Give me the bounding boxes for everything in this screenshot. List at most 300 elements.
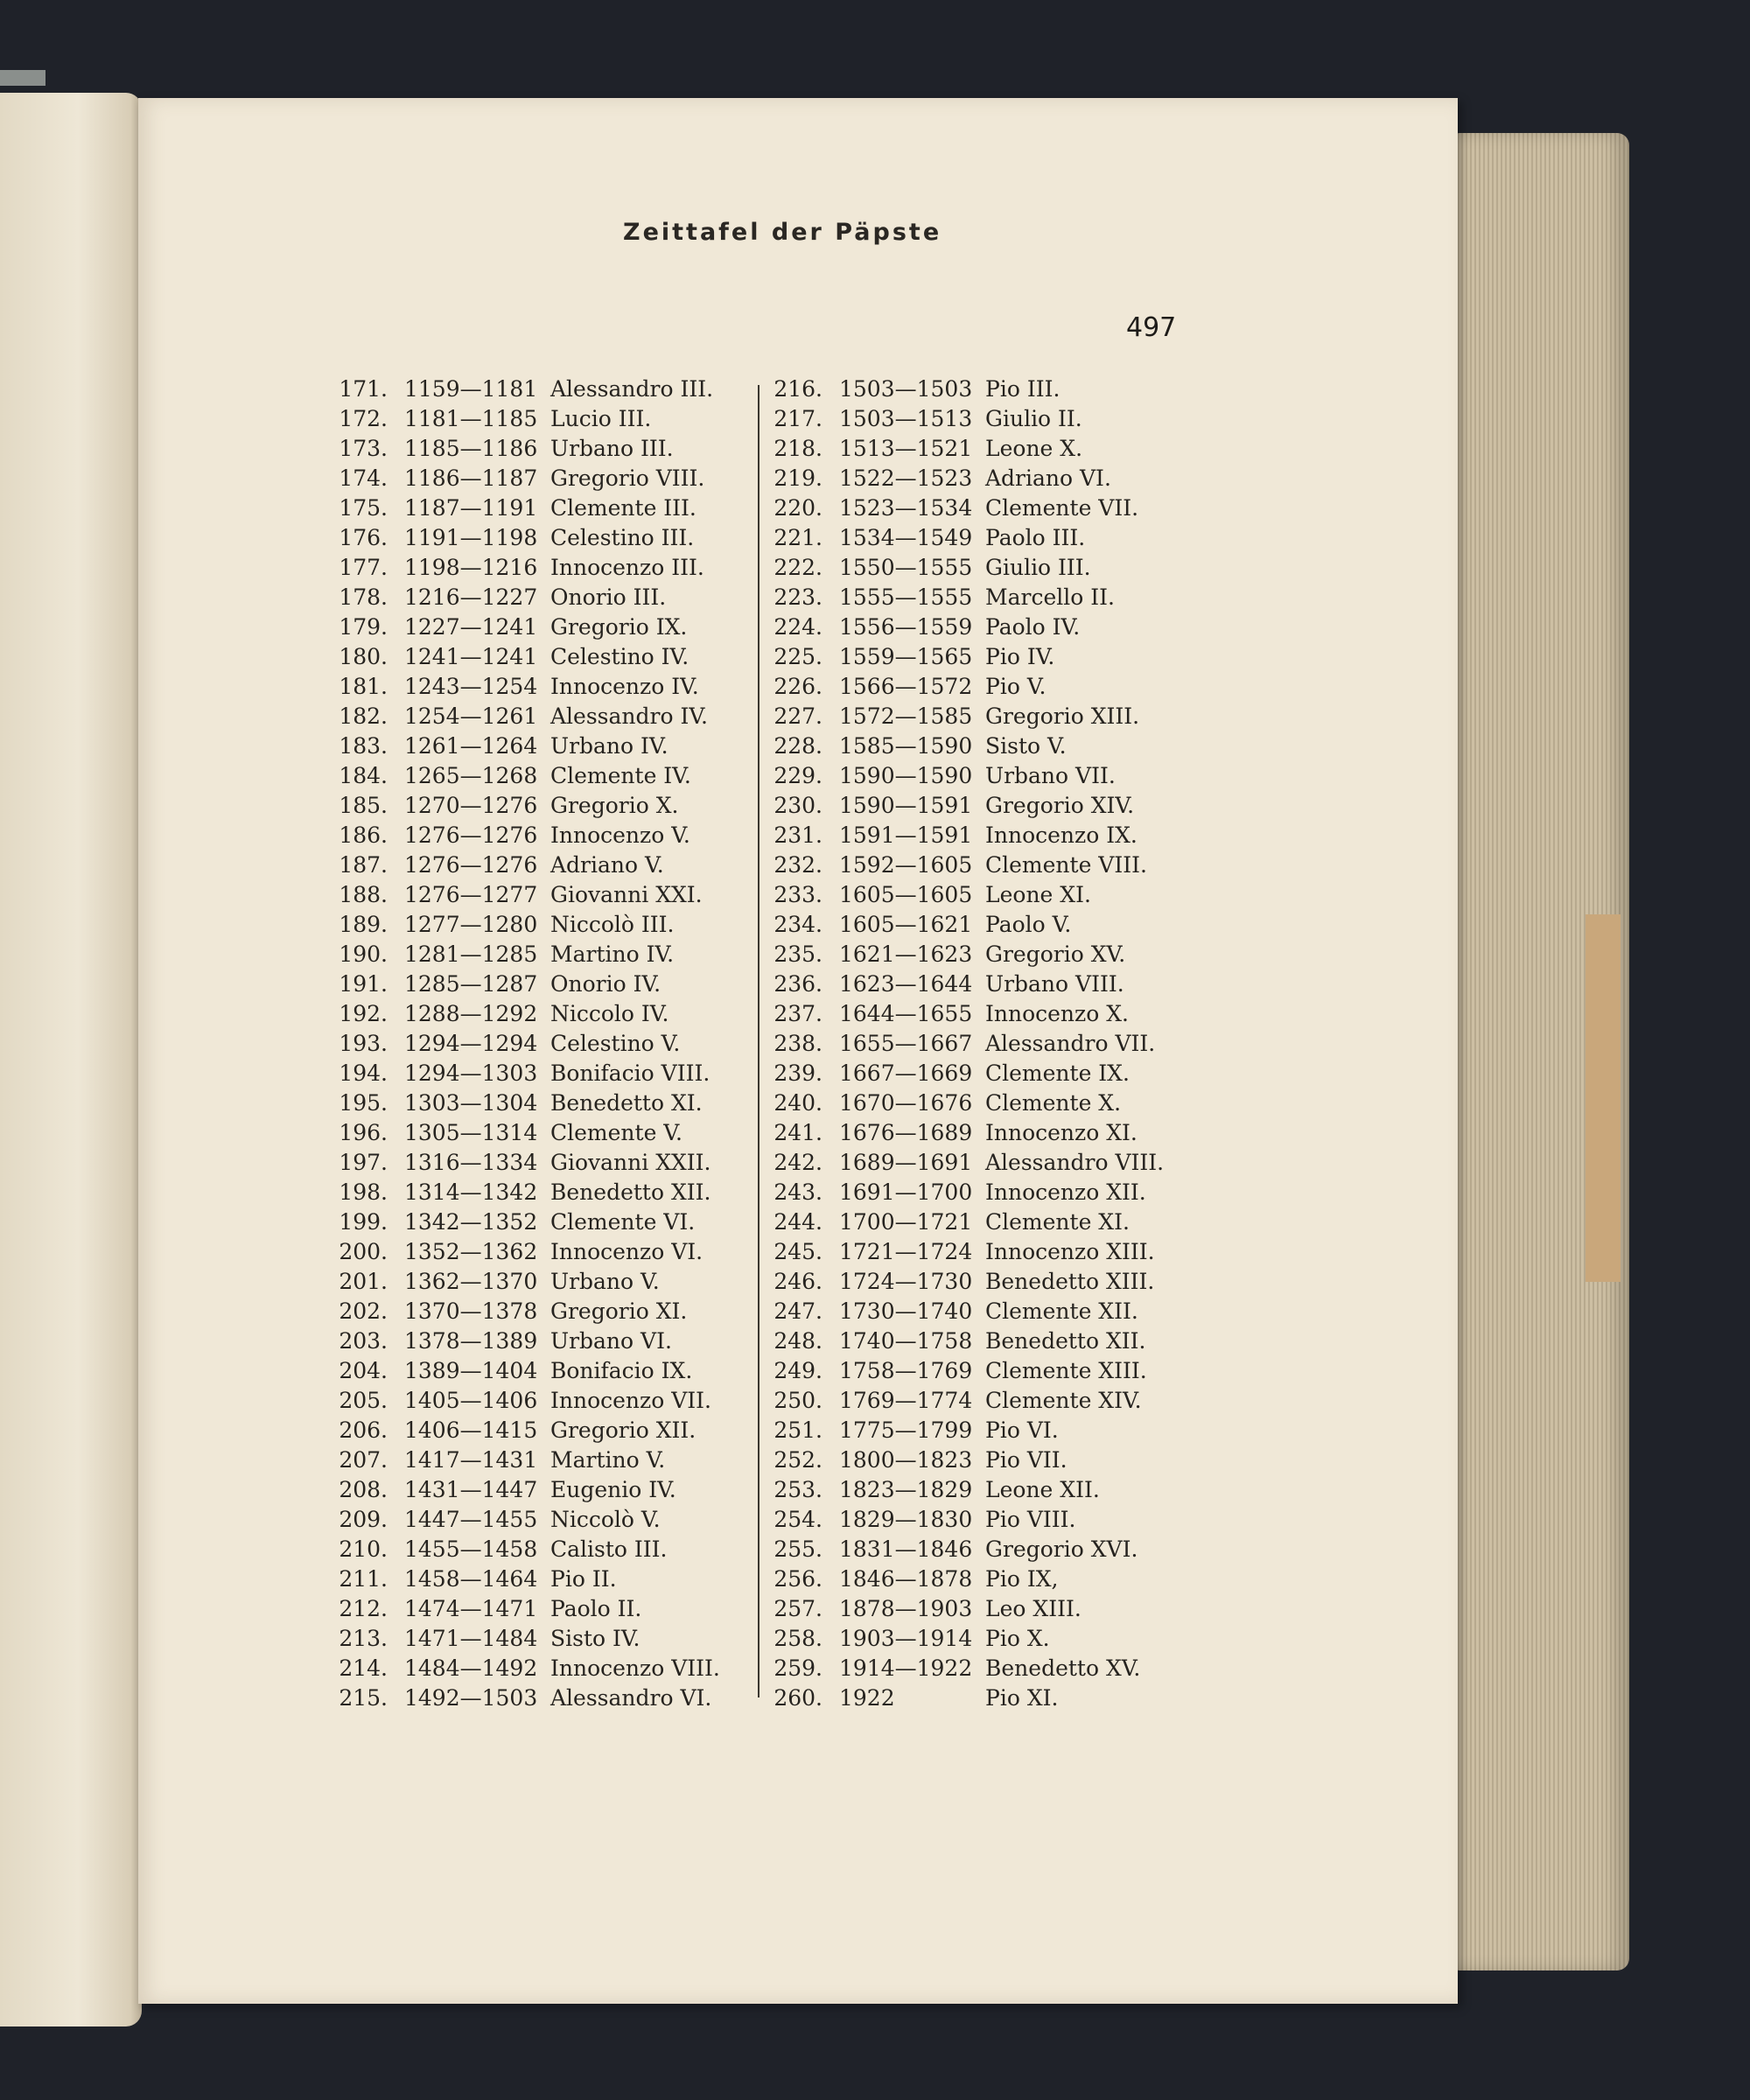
pope-years: 1294—1294 xyxy=(404,1031,538,1056)
pope-row xyxy=(772,523,1166,553)
pope-years: 1281—1285 xyxy=(404,942,538,967)
pope-name: Clemente V. xyxy=(550,1120,682,1145)
pope-number: 234. xyxy=(774,912,822,937)
pope-name: Adriano V. xyxy=(550,852,664,878)
pope-number: 174. xyxy=(339,466,388,491)
pope-number: 221. xyxy=(774,525,822,550)
pope-name: Niccolò III. xyxy=(550,912,675,937)
pope-row xyxy=(337,1088,731,1118)
pope-number: 198. xyxy=(339,1180,388,1205)
pope-years: 1878—1903 xyxy=(839,1596,973,1621)
pope-years: 1758—1769 xyxy=(839,1358,973,1383)
pope-number: 233. xyxy=(774,882,822,907)
pope-years: 1623—1644 xyxy=(839,971,973,997)
pope-years: 1555—1555 xyxy=(839,584,973,610)
pope-name: Innocenzo VIII. xyxy=(550,1656,720,1681)
pope-row xyxy=(772,1178,1166,1208)
pope-name: Pio III. xyxy=(985,376,1060,402)
pope-number: 204. xyxy=(339,1358,388,1383)
pope-name: Innocenzo V. xyxy=(550,822,690,848)
pope-years: 1670—1676 xyxy=(839,1090,973,1116)
pope-row xyxy=(337,732,731,761)
pope-row xyxy=(337,1386,731,1416)
pope-name: Urbano VIII. xyxy=(985,971,1124,997)
pope-name: Gregorio XV. xyxy=(985,942,1126,967)
pope-name: Clemente IX. xyxy=(985,1060,1130,1086)
pope-row xyxy=(337,1326,731,1356)
pope-row xyxy=(772,1029,1166,1059)
pope-years: 1185—1186 xyxy=(404,436,538,461)
pope-row xyxy=(337,523,731,553)
pope-name: Clemente III. xyxy=(550,495,696,521)
pope-row xyxy=(772,404,1166,434)
pope-years: 1241—1241 xyxy=(404,644,538,669)
pope-row xyxy=(772,1475,1166,1505)
pope-number: 211. xyxy=(339,1566,388,1592)
pope-number: 242. xyxy=(774,1150,822,1175)
pope-name: Urbano III. xyxy=(550,436,674,461)
pope-years: 1590—1590 xyxy=(839,763,973,788)
pope-name: Benedetto XI. xyxy=(550,1090,703,1116)
pope-row xyxy=(337,1416,731,1446)
pope-years: 1265—1268 xyxy=(404,763,538,788)
pope-name: Adriano VI. xyxy=(985,466,1111,491)
pope-number: 187. xyxy=(339,852,388,878)
pope-number: 218. xyxy=(774,436,822,461)
pope-name: Clemente VII. xyxy=(985,495,1139,521)
pope-number: 175. xyxy=(339,495,388,521)
pope-row xyxy=(337,1624,731,1654)
pope-row xyxy=(337,999,731,1029)
pope-years: 1556—1559 xyxy=(839,614,973,640)
pope-years: 1447—1455 xyxy=(404,1507,538,1532)
pope-years: 1277—1280 xyxy=(404,912,538,937)
pope-years: 1689—1691 xyxy=(839,1150,973,1175)
pope-row xyxy=(772,464,1166,494)
pope-years: 1700—1721 xyxy=(839,1209,973,1235)
pope-name: Giovanni XXII. xyxy=(550,1150,711,1175)
pope-years: 1513—1521 xyxy=(839,436,973,461)
pope-name: Giovanni XXI. xyxy=(550,882,703,907)
pope-years: 1800—1823 xyxy=(839,1447,973,1473)
pope-number: 193. xyxy=(339,1031,388,1056)
pope-years: 1591—1591 xyxy=(839,822,973,848)
pope-row xyxy=(772,910,1166,940)
pope-years: 1362—1370 xyxy=(404,1269,538,1294)
pope-number: 241. xyxy=(774,1120,822,1145)
pope-number: 237. xyxy=(774,1001,822,1026)
pope-name: Leone X. xyxy=(985,436,1083,461)
pope-number: 190. xyxy=(339,942,388,967)
pope-number: 208. xyxy=(339,1477,388,1502)
pope-number: 227. xyxy=(774,704,822,729)
pope-name: Clemente VI. xyxy=(550,1209,696,1235)
pope-row xyxy=(337,494,731,523)
pope-name: Leone XII. xyxy=(985,1477,1100,1502)
pope-name: Clemente X. xyxy=(985,1090,1122,1116)
pope-number: 214. xyxy=(339,1656,388,1681)
pope-number: 235. xyxy=(774,942,822,967)
pope-years: 1455—1458 xyxy=(404,1536,538,1562)
pope-row xyxy=(772,1118,1166,1148)
pope-row xyxy=(337,1475,731,1505)
pope-years: 1227—1241 xyxy=(404,614,538,640)
pope-number: 186. xyxy=(339,822,388,848)
pope-name: Pio IX, xyxy=(985,1566,1059,1592)
pope-years: 1550—1555 xyxy=(839,555,973,580)
pope-name: Alessandro VI. xyxy=(550,1685,712,1711)
pope-name: Clemente XII. xyxy=(985,1298,1138,1324)
pope-row xyxy=(772,1594,1166,1624)
pope-years: 1181—1185 xyxy=(404,406,538,431)
pope-years: 1590—1591 xyxy=(839,793,973,818)
pope-name: Onorio III. xyxy=(550,584,667,610)
pope-years: 1667—1669 xyxy=(839,1060,973,1086)
pope-row xyxy=(772,583,1166,612)
pope-number: 228. xyxy=(774,733,822,759)
pope-number: 178. xyxy=(339,584,388,610)
pope-years: 1484—1492 xyxy=(404,1656,538,1681)
pope-years: 1303—1304 xyxy=(404,1090,538,1116)
pope-number: 249. xyxy=(774,1358,822,1383)
pope-number: 184. xyxy=(339,763,388,788)
pope-number: 176. xyxy=(339,525,388,550)
pope-years: 1846—1878 xyxy=(839,1566,973,1592)
pope-number: 244. xyxy=(774,1209,822,1235)
pope-number: 243. xyxy=(774,1180,822,1205)
pope-row xyxy=(772,374,1166,404)
pope-years: 1288—1292 xyxy=(404,1001,538,1026)
pope-number: 223. xyxy=(774,584,822,610)
pope-years: 1559—1565 xyxy=(839,644,973,669)
pope-row xyxy=(772,999,1166,1029)
pope-years: 1216—1227 xyxy=(404,584,538,610)
pope-years: 1417—1431 xyxy=(404,1447,538,1473)
pope-years: 1522—1523 xyxy=(839,466,973,491)
pope-years: 1191—1198 xyxy=(404,525,538,550)
pope-years: 1276—1277 xyxy=(404,882,538,907)
pope-row xyxy=(772,1684,1166,1713)
pope-row xyxy=(337,940,731,970)
pope-name: Paolo II. xyxy=(550,1596,642,1621)
spine-strip xyxy=(0,70,46,86)
pope-number: 217. xyxy=(774,406,822,431)
pope-row xyxy=(337,1564,731,1594)
pope-row xyxy=(772,1386,1166,1416)
pope-name: Alessandro VII. xyxy=(985,1031,1156,1056)
pope-years: 1305—1314 xyxy=(404,1120,538,1145)
pope-name: Pio VII. xyxy=(985,1447,1068,1473)
pope-number: 202. xyxy=(339,1298,388,1324)
pope-name: Gregorio XVI. xyxy=(985,1536,1138,1562)
pope-number: 240. xyxy=(774,1090,822,1116)
pope-number: 171. xyxy=(339,376,388,402)
pope-number: 177. xyxy=(339,555,388,580)
pope-years: 1566—1572 xyxy=(839,674,973,699)
pope-row xyxy=(772,434,1166,464)
pope-row xyxy=(337,1594,731,1624)
pope-row xyxy=(772,1059,1166,1088)
pope-name: Clemente XIV. xyxy=(985,1388,1142,1413)
pope-row xyxy=(772,940,1166,970)
pope-years: 1691—1700 xyxy=(839,1180,973,1205)
pope-row xyxy=(772,821,1166,850)
pope-years: 1605—1605 xyxy=(839,882,973,907)
pope-name: Gregorio XI. xyxy=(550,1298,688,1324)
pope-name: Martino IV. xyxy=(550,942,675,967)
pope-years: 1903—1914 xyxy=(839,1626,973,1651)
pope-row xyxy=(337,1446,731,1475)
pope-number: 191. xyxy=(339,971,388,997)
pope-name: Urbano VI. xyxy=(550,1328,672,1354)
pope-years: 1276—1276 xyxy=(404,822,538,848)
pope-row xyxy=(337,1237,731,1267)
pope-years: 1829—1830 xyxy=(839,1507,973,1532)
pope-row xyxy=(772,553,1166,583)
pope-name: Pio V. xyxy=(985,674,1046,699)
pope-years: 1314—1342 xyxy=(404,1180,538,1205)
pope-name: Gregorio X. xyxy=(550,793,679,818)
pope-name: Onorio IV. xyxy=(550,971,662,997)
pope-years: 1592—1605 xyxy=(839,852,973,878)
pope-row xyxy=(772,1505,1166,1535)
pope-name: Gregorio XIII. xyxy=(985,704,1140,729)
pope-number: 194. xyxy=(339,1060,388,1086)
pope-number: 215. xyxy=(339,1685,388,1711)
pope-years: 1775—1799 xyxy=(839,1418,973,1443)
pope-row xyxy=(772,761,1166,791)
pope-row xyxy=(772,732,1166,761)
pope-name: Innocenzo XII. xyxy=(985,1180,1146,1205)
pope-row xyxy=(337,1535,731,1564)
pope-name: Niccolò V. xyxy=(550,1507,661,1532)
pope-name: Eugenio IV. xyxy=(550,1477,676,1502)
pope-years: 1270—1276 xyxy=(404,793,538,818)
pope-row xyxy=(772,970,1166,999)
pope-years: 1914—1922 xyxy=(839,1656,973,1681)
page-number: 497 xyxy=(1126,312,1177,343)
pope-name: Benedetto XII. xyxy=(550,1180,711,1205)
pope-number: 216. xyxy=(774,376,822,402)
pope-years: 1492—1503 xyxy=(404,1685,538,1711)
pope-name: Paolo III. xyxy=(985,525,1086,550)
pope-name: Celestino III. xyxy=(550,525,695,550)
pope-row xyxy=(772,494,1166,523)
pope-name: Niccolo IV. xyxy=(550,1001,669,1026)
pope-years: 1261—1264 xyxy=(404,733,538,759)
pope-row xyxy=(772,791,1166,821)
pope-name: Gregorio IX. xyxy=(550,614,688,640)
pope-name: Bonifacio IX. xyxy=(550,1358,693,1383)
pope-row xyxy=(772,1148,1166,1178)
pope-number: 260. xyxy=(774,1685,822,1711)
pope-years: 1922 xyxy=(839,1685,895,1711)
pope-row xyxy=(772,1356,1166,1386)
pope-row xyxy=(337,642,731,672)
pope-name: Giulio III. xyxy=(985,555,1091,580)
pope-row xyxy=(337,880,731,910)
pope-number: 203. xyxy=(339,1328,388,1354)
pope-name: Gregorio VIII. xyxy=(550,466,705,491)
pope-years: 1644—1655 xyxy=(839,1001,973,1026)
pope-name: Leo XIII. xyxy=(985,1596,1082,1621)
pope-name: Sisto IV. xyxy=(550,1626,640,1651)
pope-number: 219. xyxy=(774,466,822,491)
pope-row xyxy=(337,1267,731,1297)
pope-row xyxy=(337,850,731,880)
pope-years: 1243—1254 xyxy=(404,674,538,699)
pope-row xyxy=(337,1297,731,1326)
pope-name: Benedetto XIII. xyxy=(985,1269,1155,1294)
page-title: Zeittafel der Päpste xyxy=(623,219,942,246)
pope-name: Clemente IV. xyxy=(550,763,691,788)
pope-number: 224. xyxy=(774,614,822,640)
pope-row xyxy=(337,910,731,940)
pope-number: 182. xyxy=(339,704,388,729)
pope-row xyxy=(337,583,731,612)
pope-name: Innocenzo IX. xyxy=(985,822,1138,848)
pope-row xyxy=(337,761,731,791)
pope-years: 1352—1362 xyxy=(404,1239,538,1264)
pope-row xyxy=(772,1267,1166,1297)
pope-number: 206. xyxy=(339,1418,388,1443)
pope-years: 1187—1191 xyxy=(404,495,538,521)
pope-years: 1769—1774 xyxy=(839,1388,973,1413)
pope-years: 1378—1389 xyxy=(404,1328,538,1354)
pope-number: 248. xyxy=(774,1328,822,1354)
pope-name: Urbano V. xyxy=(550,1269,660,1294)
pope-row xyxy=(772,1564,1166,1594)
pope-row xyxy=(772,880,1166,910)
pope-row xyxy=(337,702,731,732)
pope-row xyxy=(772,672,1166,702)
pope-name: Bonifacio VIII. xyxy=(550,1060,710,1086)
pope-number: 179. xyxy=(339,614,388,640)
pope-name: Pio VI. xyxy=(985,1418,1059,1443)
pope-name: Pio IV. xyxy=(985,644,1055,669)
pope-years: 1389—1404 xyxy=(404,1358,538,1383)
pope-name: Leone XI. xyxy=(985,882,1091,907)
pope-number: 229. xyxy=(774,763,822,788)
pope-row xyxy=(337,1118,731,1148)
pope-number: 246. xyxy=(774,1269,822,1294)
pope-row xyxy=(337,1059,731,1088)
pope-number: 250. xyxy=(774,1388,822,1413)
pope-name: Pio II. xyxy=(550,1566,617,1592)
pope-row xyxy=(337,1505,731,1535)
pope-name: Lucio III. xyxy=(550,406,652,431)
pope-number: 258. xyxy=(774,1626,822,1651)
pope-years: 1655—1667 xyxy=(839,1031,973,1056)
pope-row xyxy=(337,404,731,434)
pope-number: 256. xyxy=(774,1566,822,1592)
pope-row xyxy=(772,1208,1166,1237)
pope-number: 213. xyxy=(339,1626,388,1651)
pope-number: 207. xyxy=(339,1447,388,1473)
pope-row xyxy=(337,464,731,494)
pope-row xyxy=(772,1297,1166,1326)
pope-name: Gregorio XIV. xyxy=(985,793,1135,818)
pope-row xyxy=(337,970,731,999)
pope-number: 200. xyxy=(339,1239,388,1264)
pope-name: Innocenzo VI. xyxy=(550,1239,704,1264)
pope-name: Martino V. xyxy=(550,1447,666,1473)
pope-row xyxy=(337,1654,731,1684)
pope-number: 226. xyxy=(774,674,822,699)
pope-row xyxy=(772,1446,1166,1475)
pope-number: 220. xyxy=(774,495,822,521)
pope-row xyxy=(337,1684,731,1713)
pope-years: 1823—1829 xyxy=(839,1477,973,1502)
pope-row xyxy=(772,1654,1166,1684)
pope-years: 1534—1549 xyxy=(839,525,973,550)
pope-number: 247. xyxy=(774,1298,822,1324)
pope-years: 1503—1513 xyxy=(839,406,973,431)
pope-years: 1198—1216 xyxy=(404,555,538,580)
pope-row xyxy=(337,672,731,702)
pope-number: 209. xyxy=(339,1507,388,1532)
pope-years: 1676—1689 xyxy=(839,1120,973,1145)
pope-row xyxy=(772,1326,1166,1356)
pope-name: Innocenzo XIII. xyxy=(985,1239,1155,1264)
pope-row xyxy=(337,374,731,404)
pope-years: 1405—1406 xyxy=(404,1388,538,1413)
papal-list-column-right xyxy=(772,374,1166,1713)
pope-row xyxy=(337,791,731,821)
pope-name: Giulio II. xyxy=(985,406,1082,431)
pope-number: 253. xyxy=(774,1477,822,1502)
pope-row xyxy=(772,642,1166,672)
pope-name: Clemente XIII. xyxy=(985,1358,1147,1383)
pope-number: 239. xyxy=(774,1060,822,1086)
pope-years: 1285—1287 xyxy=(404,971,538,997)
pope-row xyxy=(337,1148,731,1178)
pope-number: 196. xyxy=(339,1120,388,1145)
pope-name: Celestino V. xyxy=(550,1031,681,1056)
pope-row xyxy=(337,821,731,850)
pope-row xyxy=(772,850,1166,880)
papal-list-column-left xyxy=(337,374,731,1713)
pope-number: 189. xyxy=(339,912,388,937)
pope-number: 181. xyxy=(339,674,388,699)
pope-name: Benedetto XII. xyxy=(985,1328,1146,1354)
pope-name: Pio VIII. xyxy=(985,1507,1076,1532)
pope-number: 210. xyxy=(339,1536,388,1562)
pope-years: 1342—1352 xyxy=(404,1209,538,1235)
pope-number: 205. xyxy=(339,1388,388,1413)
pope-number: 199. xyxy=(339,1209,388,1235)
pope-years: 1585—1590 xyxy=(839,733,973,759)
pope-years: 1572—1585 xyxy=(839,704,973,729)
pope-name: Pio X. xyxy=(985,1626,1050,1651)
pope-row xyxy=(337,1178,731,1208)
pope-row xyxy=(337,1356,731,1386)
pope-name: Marcello II. xyxy=(985,584,1115,610)
pope-years: 1724—1730 xyxy=(839,1269,973,1294)
pope-years: 1370—1378 xyxy=(404,1298,538,1324)
pope-name: Innocenzo III. xyxy=(550,555,704,580)
pope-name: Urbano IV. xyxy=(550,733,668,759)
pope-number: 212. xyxy=(339,1596,388,1621)
pope-name: Clemente XI. xyxy=(985,1209,1130,1235)
pope-name: Alessandro VIII. xyxy=(985,1150,1165,1175)
pope-number: 197. xyxy=(339,1150,388,1175)
pope-number: 225. xyxy=(774,644,822,669)
pope-number: 172. xyxy=(339,406,388,431)
pope-years: 1471—1484 xyxy=(404,1626,538,1651)
pope-years: 1730—1740 xyxy=(839,1298,973,1324)
pope-name: Innocenzo X. xyxy=(985,1001,1129,1026)
